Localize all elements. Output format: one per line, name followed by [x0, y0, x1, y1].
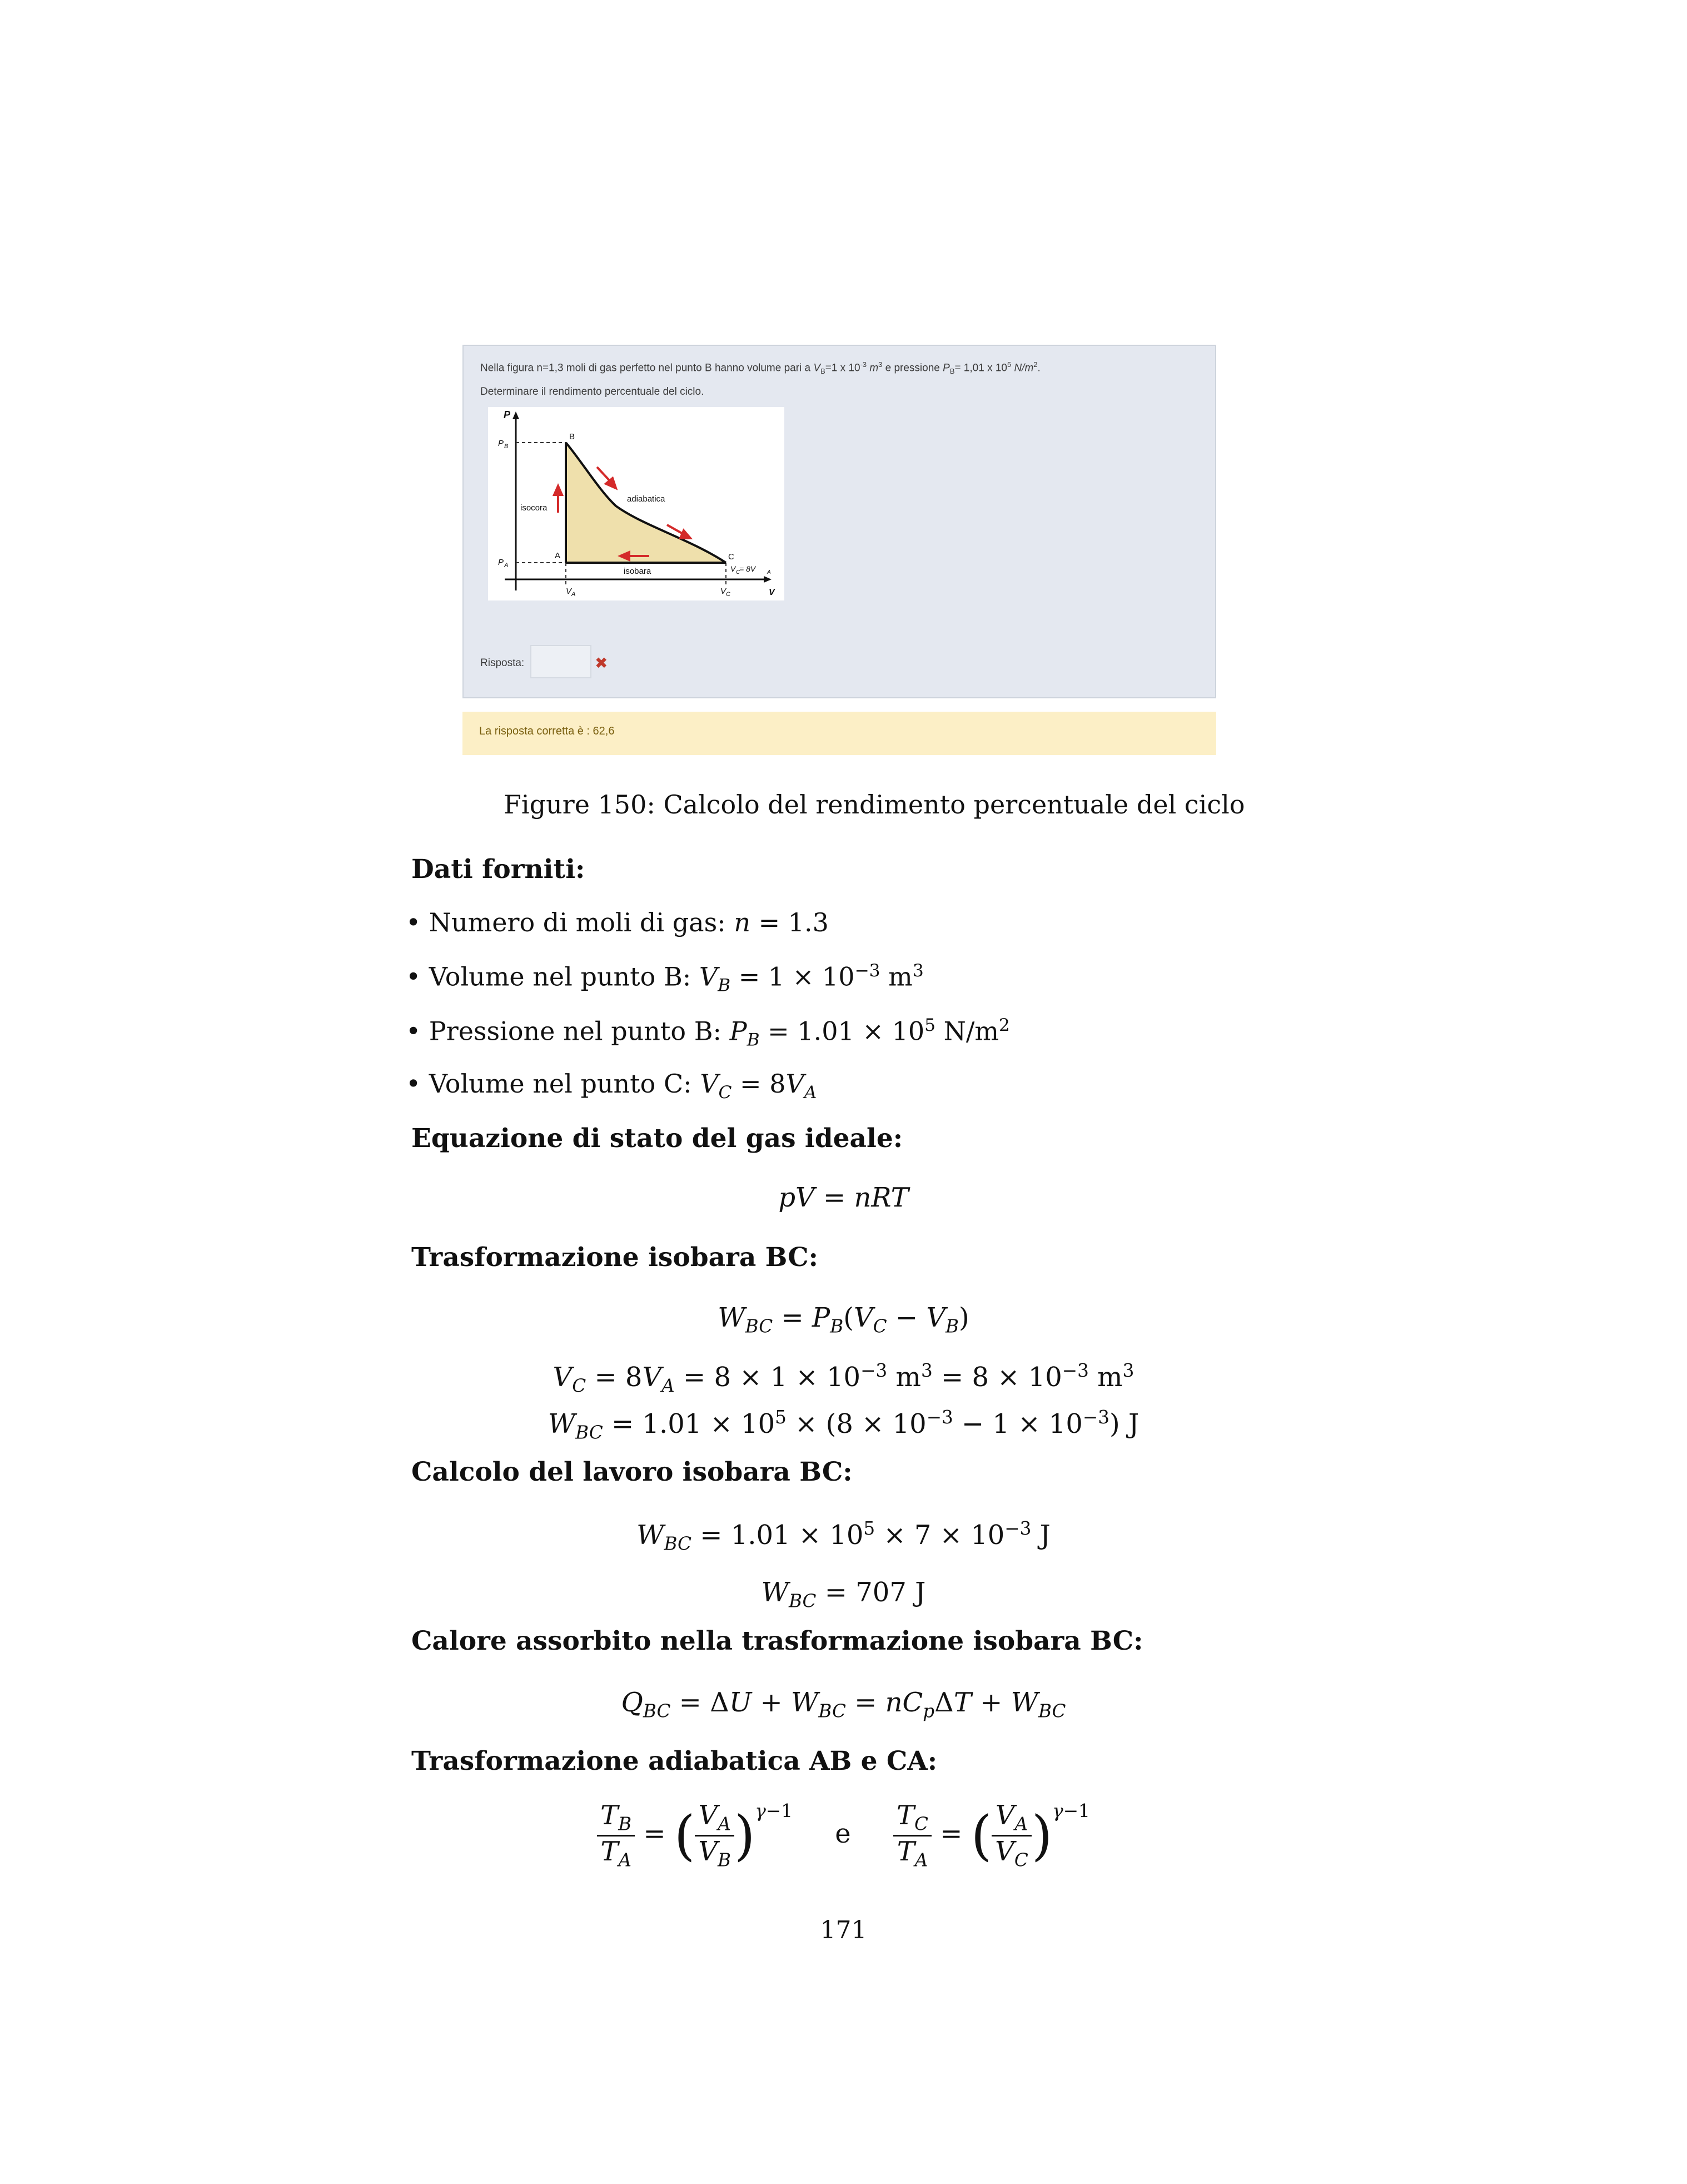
point-b-label: B	[569, 432, 575, 441]
bullet: •	[406, 907, 421, 937]
p-axis-label: P	[504, 409, 511, 420]
pa-label: P	[498, 558, 504, 567]
equation-work-bc: $W_{BC} = P_B(V_C - V_B)$	[718, 1302, 969, 1337]
item-text: Numero di moli di gas:	[429, 907, 734, 937]
pa-label-sub: A	[504, 562, 509, 569]
va-label: V	[566, 587, 572, 596]
bullet: •	[406, 961, 421, 992]
heading-adiabatica: Trasformazione adiabatica AB e CA:	[411, 1746, 938, 1776]
vc-eq-label-sub: C	[736, 569, 740, 575]
vc-label-sub: C	[726, 591, 730, 598]
v-axis-arrow	[764, 576, 772, 583]
equation-ideal-gas: pV = nRT	[778, 1182, 909, 1213]
heading-isobara: Trasformazione isobara BC:	[411, 1242, 818, 1273]
fraction: $\frac{T_C}{T_A}$	[893, 1800, 932, 1871]
pb-symbol: P	[943, 362, 950, 374]
figure-caption: Figure 150: Calcolo del rendimento percentuale del ciclo	[504, 790, 1245, 820]
point-c-label: C	[728, 552, 734, 562]
arrow-isocora-head	[554, 486, 562, 495]
item-math: n	[734, 907, 750, 937]
question-statement	[480, 360, 1041, 375]
pb-unit: N/m	[1014, 362, 1034, 374]
isobara-label: isobara	[624, 567, 651, 576]
heading-lavoro: Calcolo del lavoro isobara BC:	[411, 1457, 853, 1487]
incorrect-icon: ✖	[595, 654, 608, 672]
va-label-sub: A	[571, 591, 576, 598]
equation-work-product: $W_{BC} = 1.01 \times 10^5 \times 7 \times 10^{-3}$ J	[636, 1518, 1051, 1555]
equation-heat-bc: $Q_{BC} = \Delta U + W_{BC} = nC_p\Delta T + W_{BC}$	[621, 1687, 1066, 1722]
vc-eq-label-rest-sub: A	[767, 569, 771, 575]
vb-unit: m	[869, 362, 879, 374]
vb-exp: -3	[860, 360, 867, 369]
equation-adiabatic: $\frac{T_B}{T_A}$ = ( $\frac{V_A}{V_B}$ )$^{\gamma-1}$ e $\frac{T_C}{T_A}$ = ( $\frac{V_A}{V_C}$ )$^{\gamma-1}$	[0, 1800, 1687, 1871]
heading-calore: Calore assorbito nella trasformazione isobara BC:	[411, 1626, 1143, 1656]
point-a-label: A	[555, 551, 561, 560]
bullet: •	[406, 1016, 421, 1046]
arrow-adiabatic-2-head	[680, 530, 690, 538]
heading-dati: Dati forniti:	[411, 854, 585, 885]
quiz-panel	[462, 345, 1216, 698]
vc-eq-label-rest: = 8V	[739, 564, 756, 573]
isocora-label: isocora	[520, 503, 548, 513]
pv-diagram	[488, 407, 784, 600]
pb-value: = 1,01 x 10	[954, 362, 1007, 374]
vb-value: =1 x 10	[825, 362, 860, 374]
fraction: $\frac{V_A}{V_C}$	[992, 1800, 1032, 1871]
correct-answer-text: La risposta corretta è : 62,6	[479, 725, 615, 737]
vb-symbol: V	[813, 362, 821, 374]
item-text: Volume nel punto C:	[429, 1069, 700, 1099]
feedback-box	[462, 712, 1216, 755]
heading-stato: Equazione di stato del gas ideale:	[411, 1123, 903, 1154]
adiabatica-label: adiabatica	[627, 494, 665, 504]
vb-unit-exp: 3	[878, 360, 883, 369]
question-mid: e pressione	[885, 362, 940, 374]
question-end: .	[1037, 362, 1041, 374]
pb-unit-exp: 2	[1033, 360, 1038, 369]
pb-label: P	[498, 439, 504, 448]
vb-sub: B	[820, 367, 825, 376]
equation-work-result: $W_{BC} = 707$ J	[761, 1577, 926, 1612]
page-number: 171	[820, 1916, 867, 1944]
list-item: • Volume nel punto B: $V_B = 1 \times 10^{-3}$ $m^3$	[406, 961, 924, 996]
fraction: $\frac{V_A}{V_B}$	[695, 1800, 734, 1871]
equation-work-bc-values: $W_{BC} = 1.01 \times 10^5 \times (8 \times 10^{-3} - 1 \times 10^{-3})$ J	[548, 1407, 1139, 1443]
item-text: Volume nel punto B:	[429, 961, 699, 992]
question-text: Determinare il rendimento percentuale del ciclo.	[480, 386, 704, 398]
bullet: •	[406, 1069, 421, 1099]
fraction: $\frac{T_B}{T_A}$	[597, 1800, 635, 1871]
p-axis-arrow	[512, 411, 519, 419]
pb-label-sub: B	[504, 443, 509, 450]
vc-label: V	[720, 587, 726, 596]
list-item: • Numero di moli di gas: n = 1.3	[406, 907, 829, 937]
item-text: Pressione nel punto B:	[429, 1016, 730, 1046]
pv-diagram-svg	[488, 407, 784, 600]
pb-sub: B	[949, 367, 955, 376]
pb-exp: 5	[1007, 360, 1012, 369]
vc-eq-label: V	[730, 564, 736, 573]
equation-vc: $V_C = 8V_A = 8 \times 1 \times 10^{-3}$ $m^3 = 8 \times 10^{-3}$ $m^3$	[553, 1360, 1134, 1397]
list-item: • Volume nel punto C: $V_C = 8V_A$	[406, 1069, 817, 1103]
question-intro: Nella figura n=1,3 moli di gas perfetto nel punto B hanno volume pari a	[480, 362, 811, 374]
answer-input[interactable]	[530, 645, 591, 678]
list-item: • Pressione nel punto B: $P_B = 1.01 \times 10^5$ $N/m^2$	[406, 1015, 1010, 1050]
v-axis-label: V	[769, 588, 775, 597]
answer-label: Risposta:	[480, 657, 525, 669]
